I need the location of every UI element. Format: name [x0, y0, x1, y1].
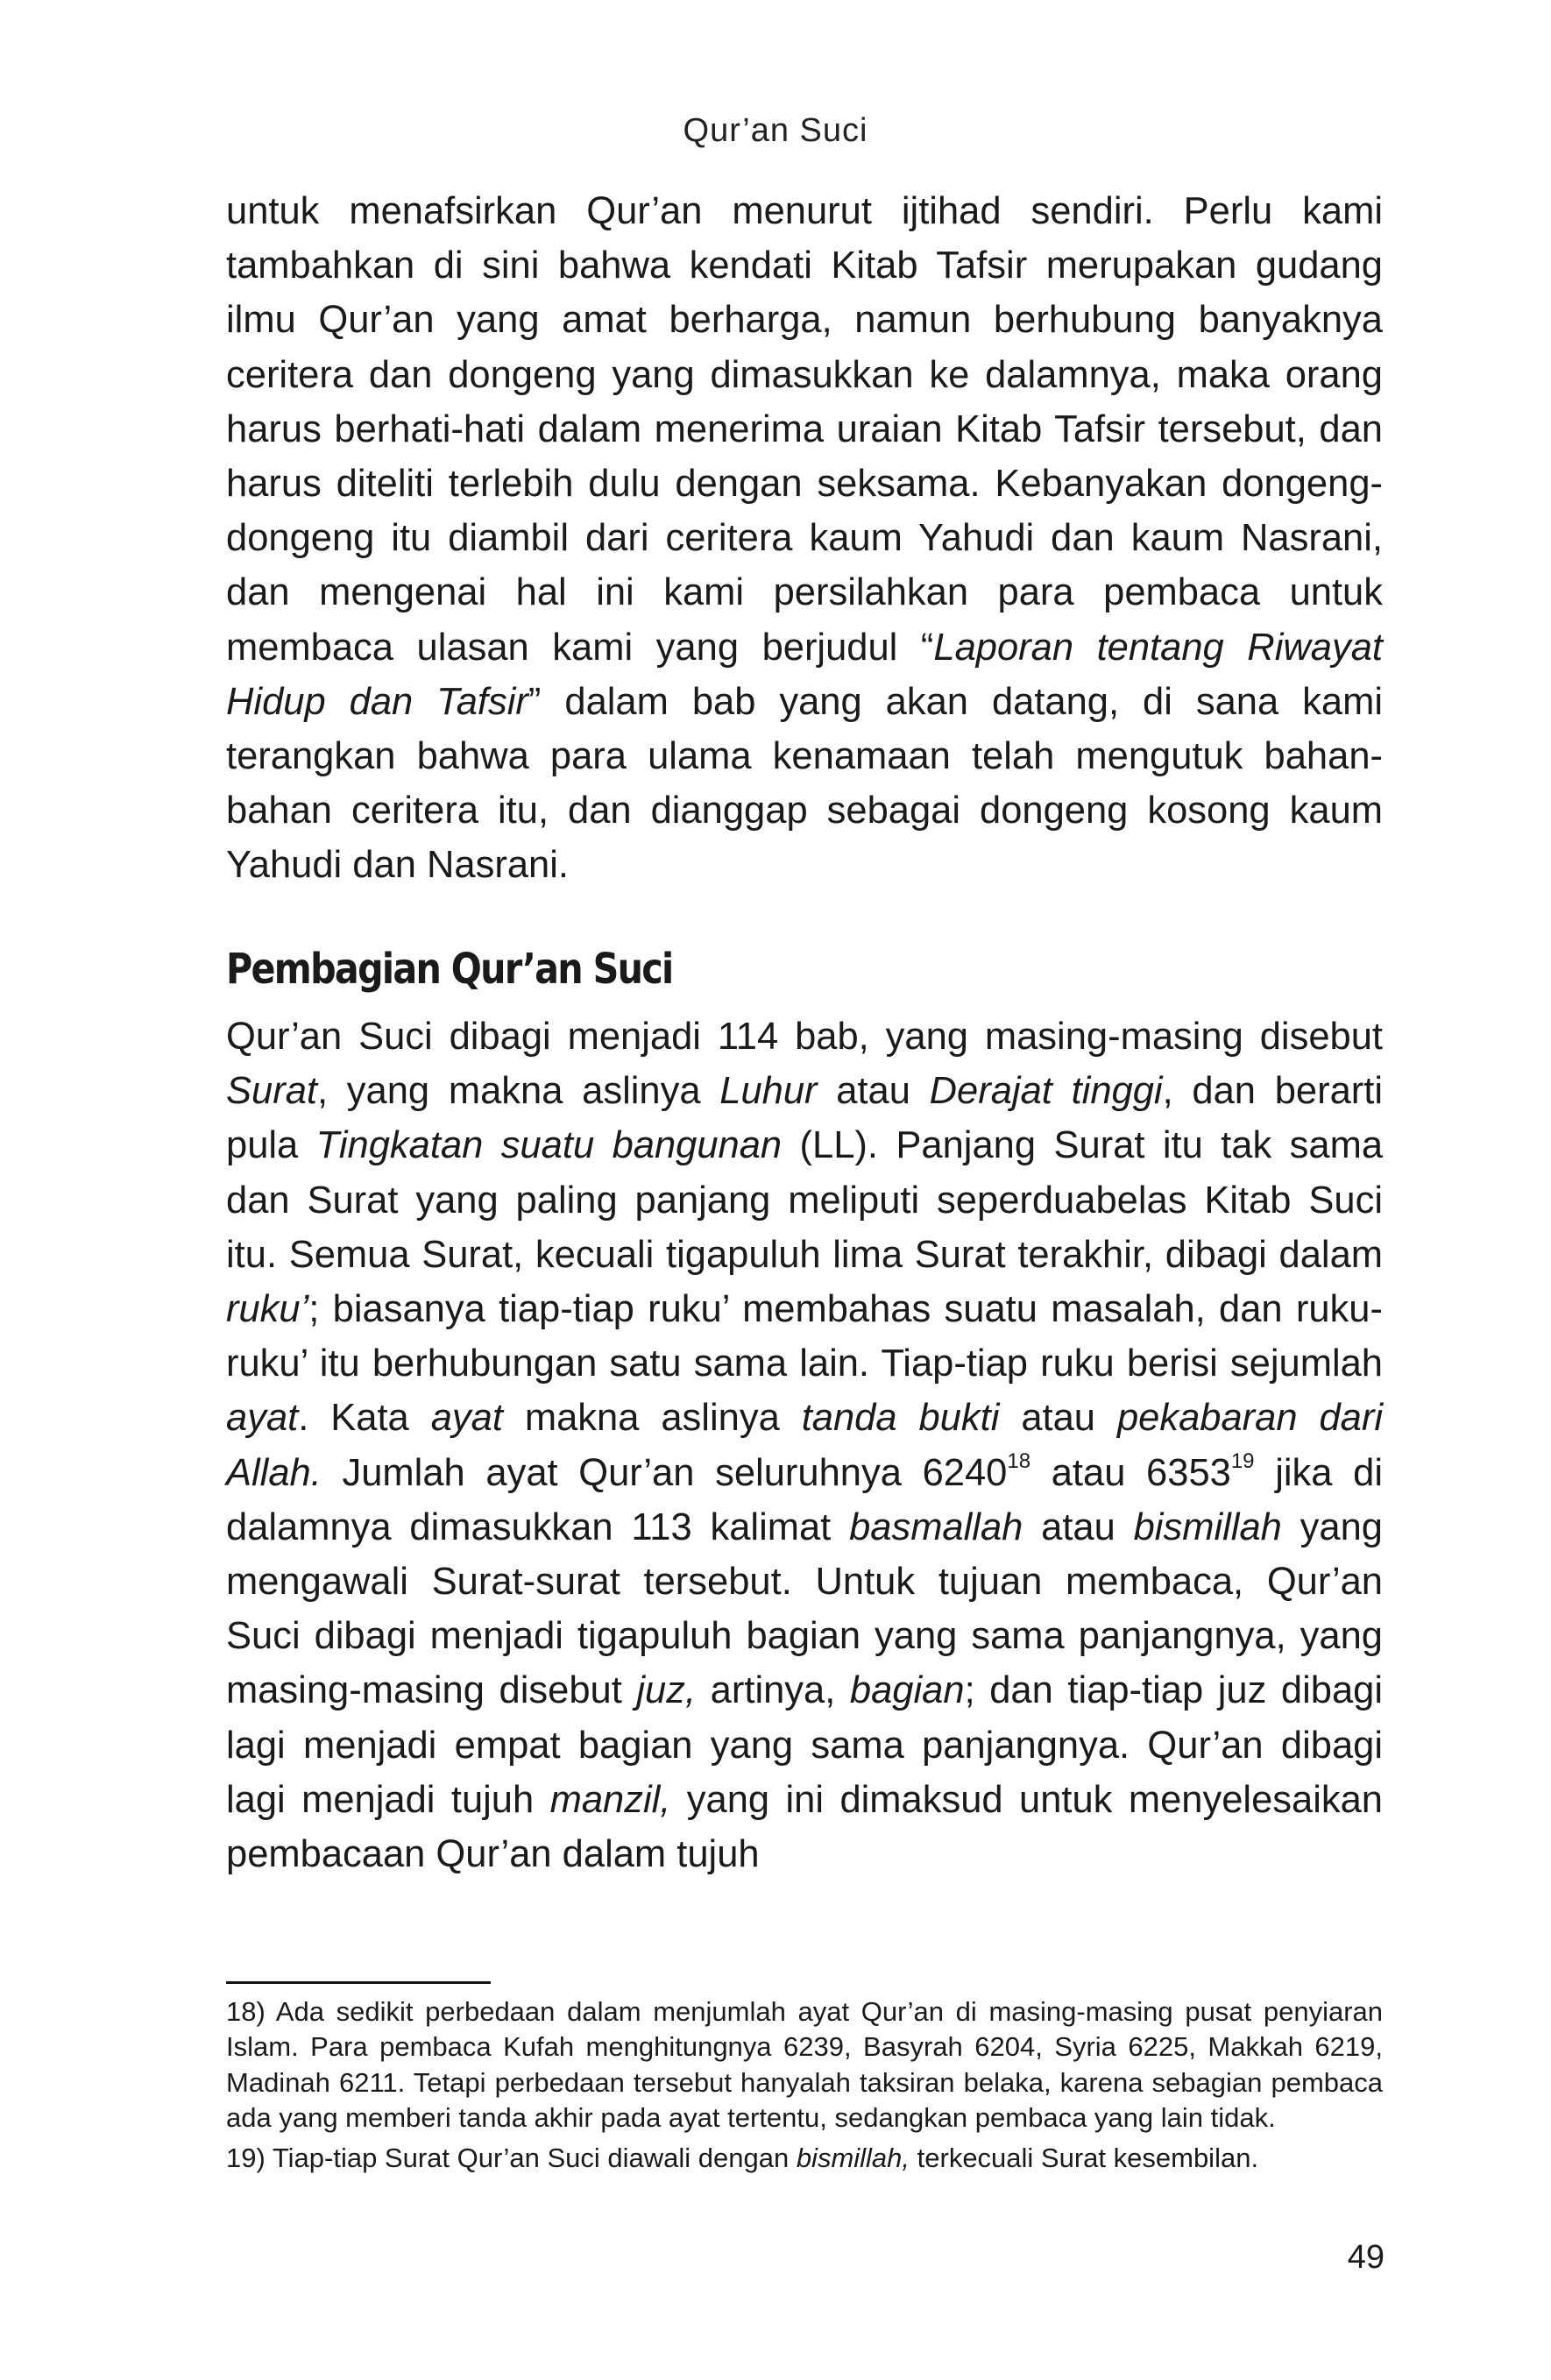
- section-heading: Pembagian Qur’an Suci: [226, 945, 673, 994]
- italic-term: bagian: [849, 1669, 965, 1712]
- paragraph-text: ” dalam bab yang akan datang, di sana kami terangkan bahwa para ulama kenamaan telah mengutuk bahan-bahan ceritera itu, dan dianggap sebagai dongeng kosong kaum Yahudi dan Nasrani.: [226, 680, 1383, 887]
- italic-term: ayat: [226, 1397, 299, 1440]
- book-title: Laporan tentang Riwayat Hidup dan Tafsir: [226, 626, 1383, 723]
- footnote-text: 19) Tiap-tiap Surat Qur’an Suci diawali dengan: [226, 2143, 797, 2174]
- paragraph-text: , dan berarti pula: [226, 1070, 1383, 1167]
- paragraph-text: atau 6353: [1030, 1451, 1231, 1494]
- italic-term: ruku’: [226, 1288, 309, 1331]
- italic-term: pekabaran dari Allah.: [226, 1397, 1383, 1494]
- italic-term: bismillah: [1133, 1505, 1282, 1548]
- paragraph-text: atau: [999, 1397, 1117, 1440]
- paragraph-text: ; dan tiap-tiap juz dibagi lagi menjadi empat bagian yang sama panjangnya. Qur’an dibagi lagi menjadi tujuh: [226, 1669, 1384, 1821]
- body-paragraph-2: [226, 1009, 1383, 1881]
- paragraph-text: makna aslinya: [502, 1397, 802, 1440]
- paragraph-text: artinya,: [696, 1669, 850, 1712]
- footnote-ref-19[interactable]: 19: [1230, 1449, 1255, 1473]
- italic-term: Luhur: [719, 1070, 818, 1113]
- paragraph-text: Qur’an Suci dibagi menjadi 114 bab, yang masing-masing disebut: [226, 1016, 1383, 1058]
- running-header: Qur’an Suci: [683, 112, 868, 149]
- footnote-19: [226, 2141, 1383, 2176]
- paragraph-text: yang mengawali Surat-surat tersebut. Untuk tujuan membaca, Qur’an Suci dibagi menjadi tigapuluh bagian yang sama panjangnya, yang masing-masing disebut: [226, 1505, 1383, 1712]
- italic-term: bismillah,: [796, 2143, 910, 2174]
- paragraph-text: jika di dalamnya dimasukkan 113 kalimat: [226, 1451, 1383, 1548]
- footnotes: [226, 1994, 1383, 2181]
- paragraph-text: . Kata: [298, 1397, 431, 1440]
- body-paragraph-1: [226, 184, 1383, 893]
- paragraph-text: yang ini dimaksud untuk menyelesaikan pembacaan Qur’an dalam tujuh: [226, 1778, 1383, 1876]
- italic-term: basmallah: [849, 1505, 1023, 1548]
- italic-term: Tingkatan suatu bangunan: [315, 1124, 783, 1167]
- footnote-divider: [226, 1981, 491, 1984]
- paragraph-text: (LL). Panjang Surat itu tak sama dan Surat yang paling panjang meliputi seperduabelas Kitab Suci itu. Semua Surat, kecuali tigapuluh lima Surat terakhir, dibagi dalam: [226, 1124, 1384, 1276]
- footnote-text: terkecuali Surat kesembilan.: [910, 2143, 1259, 2174]
- italic-term: tanda bukti: [801, 1397, 1000, 1440]
- footnote-18: 18) Ada sedikit perbedaan dalam menjumlah ayat Qur’an di masing-masing pusat penyiaran Islam. Para pembaca Kufah menghitungnya 6239, Basyrah 6204, Syria 6225, Makkah 6219, Madinah 6211. Tetapi perbedaan tersebut hanyalah taksiran belaka, karena sebagian pembaca ada yang memberi tanda akhir pada ayat tertentu, sedangkan pembaca yang lain tidak.: [226, 1996, 1383, 2133]
- footnote-ref-18[interactable]: 18: [1007, 1449, 1031, 1473]
- italic-term: Surat: [226, 1070, 317, 1113]
- italic-term: ayat: [430, 1397, 503, 1440]
- italic-term: juz,: [636, 1669, 697, 1712]
- paragraph-text: Jumlah ayat Qur’an seluruhnya 6240: [321, 1451, 1008, 1494]
- paragraph-text: ; biasanya tiap-tiap ruku’ membahas suatu masalah, dan ruku-ruku’ itu berhubungan satu sama lain. Tiap-tiap ruku berisi sejumlah: [226, 1288, 1383, 1385]
- paragraph-text: atau: [817, 1070, 930, 1113]
- paragraph-text: , yang makna aslinya: [316, 1070, 720, 1113]
- paragraph-text: untuk menafsirkan Qur’an menurut ijtihad sendiri. Perlu kami tambahkan di sini bahwa kendati Kitab Tafsir merupakan gudang ilmu Qur’an yang amat berharga, namun berhubung banyaknya ceritera dan dongeng yang dimasukkan ke dalamnya, maka orang harus berhati-hati dalam menerima uraian Kitab Tafsir tersebut, dan harus diteliti terlebih dulu dengan seksama. Kebanyakan dongeng-dongeng itu diambil dari ceritera kaum Yahudi dan kaum Nasrani, dan mengenai hal ini kami persilahkan para pembaca untuk membaca ulasan kami yang berjudul “: [226, 190, 1383, 669]
- italic-term: Derajat tinggi: [929, 1070, 1163, 1113]
- paragraph-text: atau: [1023, 1505, 1134, 1548]
- page-number: 49: [1347, 2239, 1385, 2276]
- italic-term: manzil,: [549, 1778, 671, 1821]
